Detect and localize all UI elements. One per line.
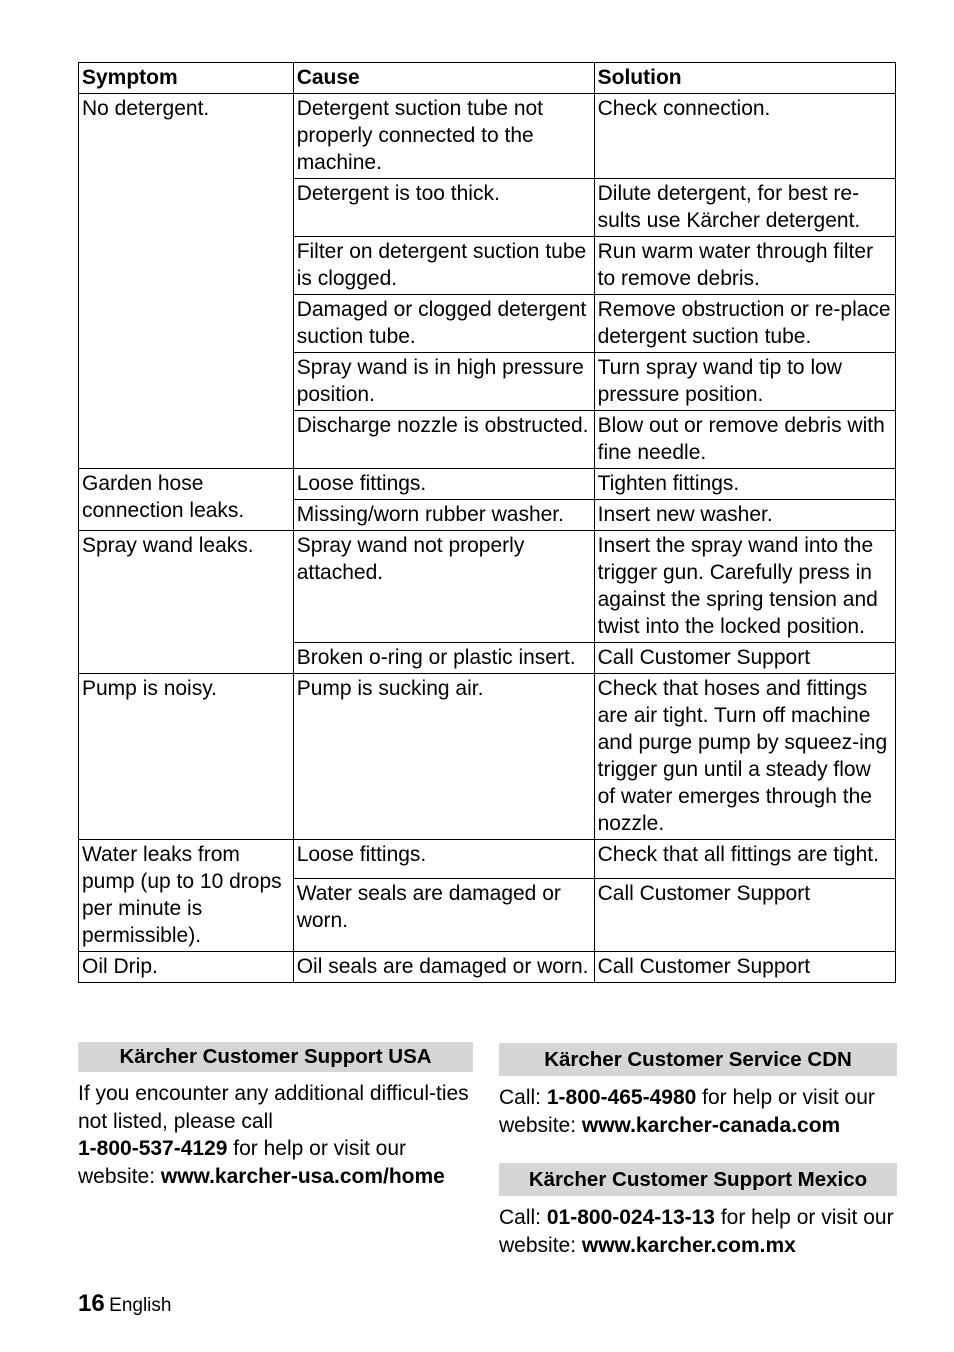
symptom-cell: Water leaks from pump (up to 10 drops per minute is permissible). xyxy=(79,840,294,952)
cause-cell: Missing/worn rubber washer. xyxy=(293,500,594,531)
table-row xyxy=(79,840,896,879)
usa-phone: 1-800-537-4129 xyxy=(78,1137,228,1160)
solution-cell: Call Customer Support xyxy=(594,879,895,952)
solution-cell: Check that hoses and fittings are air tight. Turn off machine and purge pump by squeez-ing trigger gun until a steady flow of water emerges through the nozzle. xyxy=(594,674,895,840)
page-language: English xyxy=(109,1295,172,1316)
usa-help-text: for help or visit our website: xyxy=(78,1137,407,1188)
cdn-phone: 1-800-465-4980 xyxy=(546,1086,697,1109)
usa-website-link[interactable]: www.karcher-usa.com/home xyxy=(160,1164,445,1188)
table-row xyxy=(79,94,896,179)
support-usa-text xyxy=(78,1080,473,1190)
cause-cell: Filter on detergent suction tube is clogged. xyxy=(293,237,594,295)
cause-cell: Loose fittings. xyxy=(293,840,594,879)
service-cdn-text xyxy=(499,1084,897,1139)
solution-cell: Remove obstruction or re-place detergent suction tube. xyxy=(594,295,895,353)
cause-cell: Spray wand not properly attached. xyxy=(293,531,594,643)
mexico-call-label: Call: xyxy=(499,1206,547,1229)
mexico-phone: 01-800-024-13-13 xyxy=(546,1206,715,1229)
solution-cell: Insert the spray wand into the trigger gun. Carefully press in against the spring tension and twist into the locked position. xyxy=(594,531,895,643)
cause-cell: Discharge nozzle is obstructed. xyxy=(293,411,594,469)
cause-cell: Detergent suction tube not properly connected to the machine. xyxy=(293,94,594,179)
symptom-cell: Spray wand leaks. xyxy=(79,531,294,674)
support-mexico-section xyxy=(499,1163,897,1259)
solution-cell: Blow out or remove debris with fine needle. xyxy=(594,411,895,469)
symptom-cell: Pump is noisy. xyxy=(79,674,294,840)
cdn-call-label: Call: xyxy=(499,1086,547,1109)
mexico-help-text: for help or visit our website: xyxy=(499,1206,894,1257)
troubleshooting-table xyxy=(78,62,896,983)
cause-cell: Loose fittings. xyxy=(293,469,594,500)
support-usa-heading: Kärcher Customer Support USA xyxy=(78,1042,473,1072)
cdn-website-link[interactable]: www.karcher-canada.com xyxy=(581,1113,841,1137)
header-cause: Cause xyxy=(293,63,594,94)
cause-cell: Oil seals are damaged or worn. xyxy=(293,952,594,983)
solution-cell: Dilute detergent, for best re-sults use Kärcher detergent. xyxy=(594,179,895,237)
table-row xyxy=(79,531,896,643)
solution-cell: Call Customer Support xyxy=(594,952,895,983)
support-usa-section xyxy=(78,1042,473,1190)
solution-cell: Run warm water through filter to remove debris. xyxy=(594,237,895,295)
cause-cell: Damaged or clogged detergent suction tube. xyxy=(293,295,594,353)
service-cdn-heading: Kärcher Customer Service CDN xyxy=(499,1043,897,1076)
support-mexico-heading: Kärcher Customer Support Mexico xyxy=(499,1163,897,1196)
cause-cell: Spray wand is in high pressure position. xyxy=(293,353,594,411)
cause-cell: Broken o-ring or plastic insert. xyxy=(293,643,594,674)
cause-cell: Pump is sucking air. xyxy=(293,674,594,840)
table-row xyxy=(79,469,896,500)
mexico-website-link[interactable]: www.karcher.com.mx xyxy=(581,1233,796,1257)
solution-cell: Tighten fittings. xyxy=(594,469,895,500)
symptom-cell: Oil Drip. xyxy=(79,952,294,983)
page-footer xyxy=(78,1290,171,1318)
solution-cell: Turn spray wand tip to low pressure position. xyxy=(594,353,895,411)
header-solution: Solution xyxy=(594,63,895,94)
support-mexico-text xyxy=(499,1204,897,1259)
cause-cell: Detergent is too thick. xyxy=(293,179,594,237)
solution-cell: Check that all fittings are tight. xyxy=(594,840,895,879)
cdn-help-text: for help or visit our website: xyxy=(499,1086,875,1137)
symptom-cell: No detergent. xyxy=(79,94,294,469)
solution-cell: Call Customer Support xyxy=(594,643,895,674)
solution-cell: Insert new washer. xyxy=(594,500,895,531)
table-header-row xyxy=(79,63,896,94)
table-row xyxy=(79,674,896,840)
table-row xyxy=(79,952,896,983)
cause-cell: Water seals are damaged or worn. xyxy=(293,879,594,952)
solution-cell: Check connection. xyxy=(594,94,895,179)
symptom-cell: Garden hose connection leaks. xyxy=(79,469,294,531)
usa-intro-text: If you encounter any additional difficul-ties not listed, please call xyxy=(78,1082,469,1133)
service-cdn-section xyxy=(499,1043,897,1139)
page-number: 16 xyxy=(78,1290,105,1317)
header-symptom: Symptom xyxy=(79,63,294,94)
